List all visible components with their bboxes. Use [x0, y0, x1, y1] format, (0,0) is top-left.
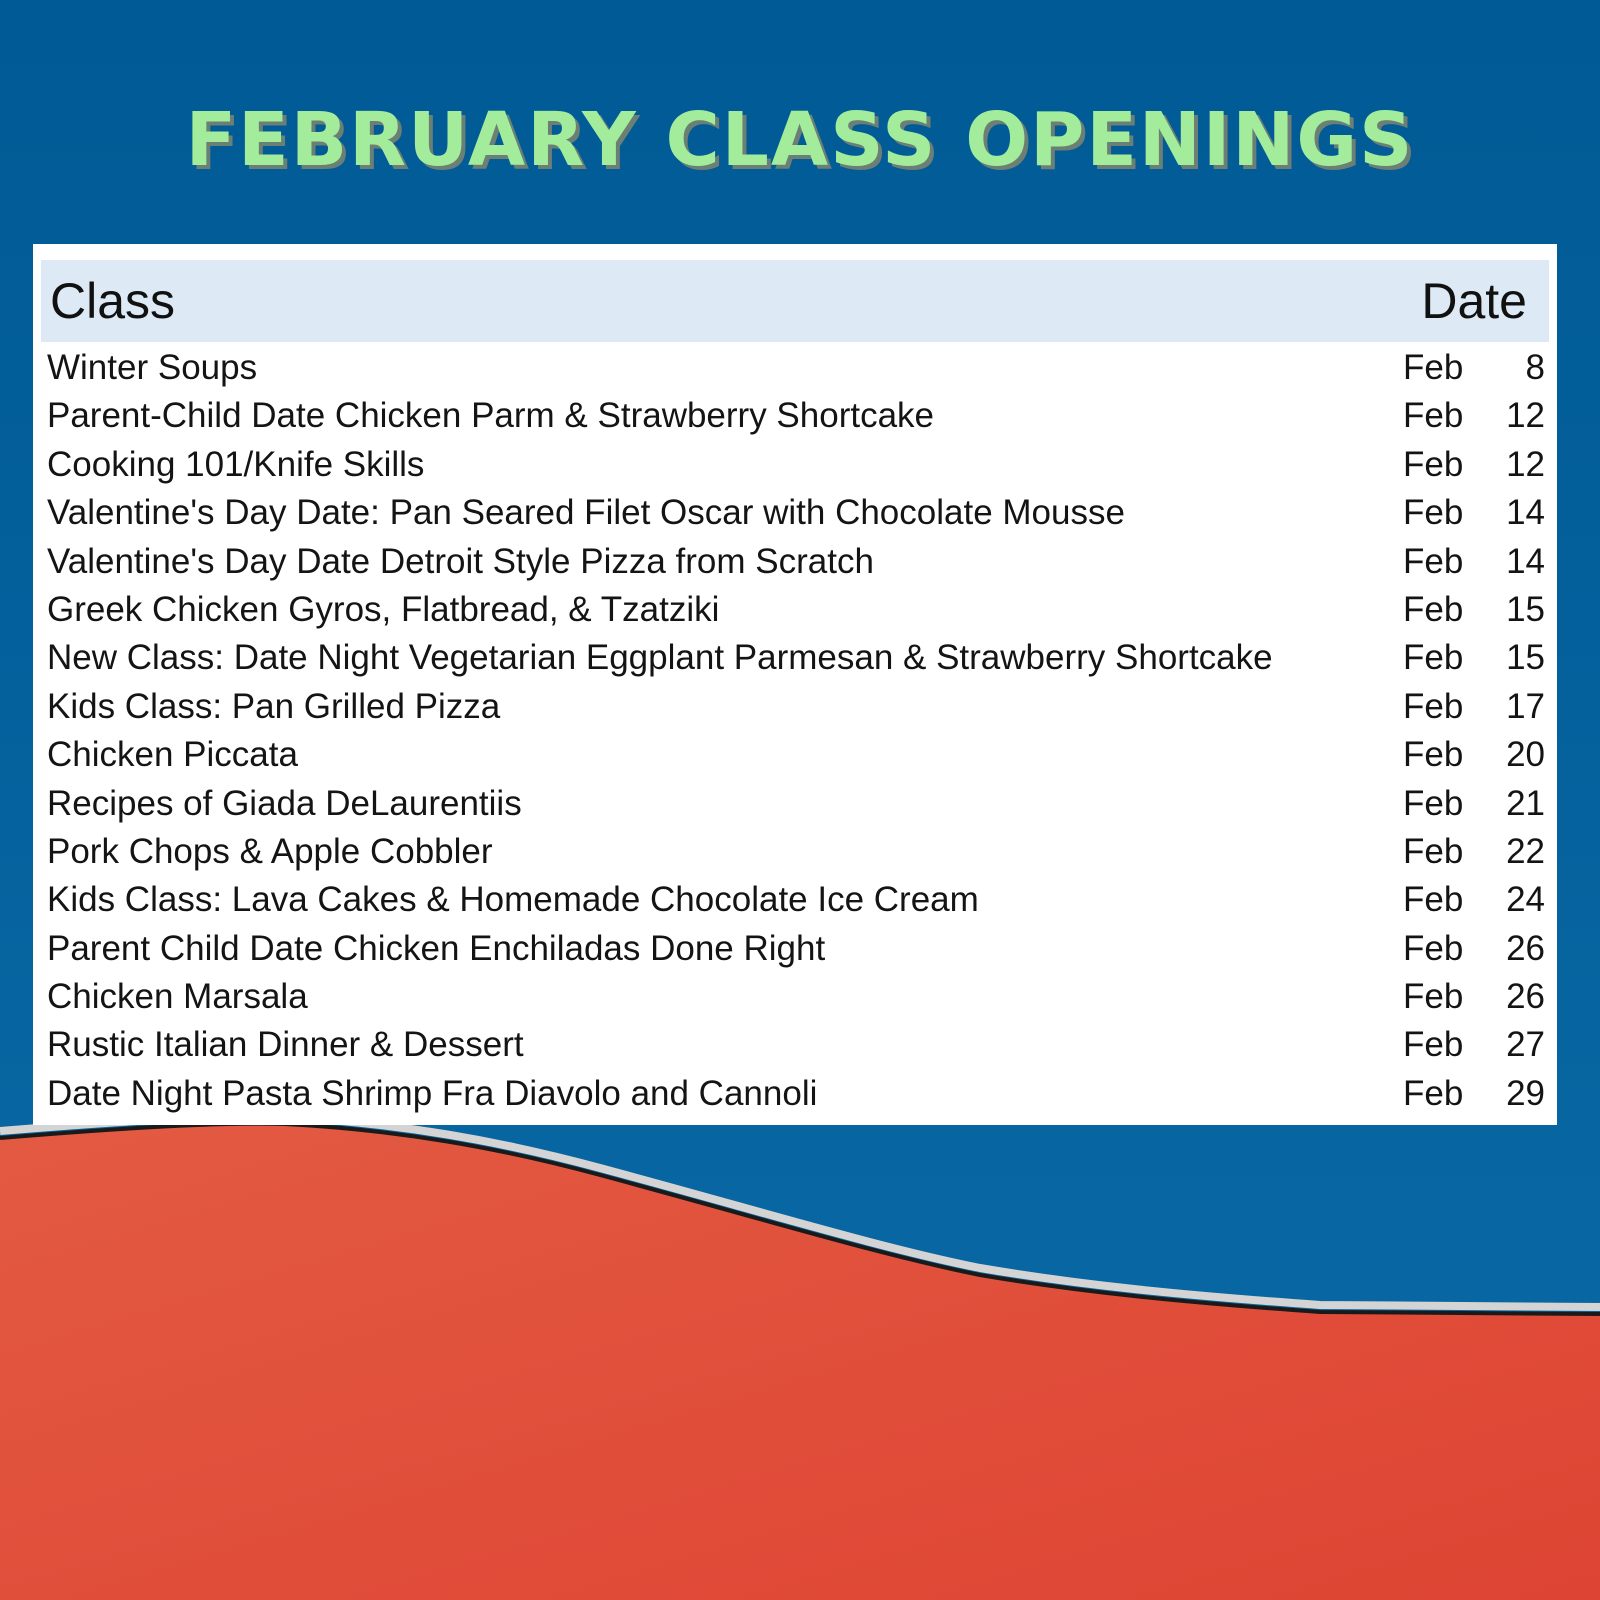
table-row [33, 683, 1557, 731]
class-name: Cooking 101/Knife Skills [47, 444, 425, 484]
class-name: Chicken Piccata [47, 735, 298, 775]
table-row [33, 489, 1557, 537]
table-row [33, 876, 1557, 924]
date-month: Feb [1403, 444, 1464, 484]
date-month: Feb [1403, 541, 1464, 581]
column-header-date: Date [1421, 273, 1527, 329]
table-row [33, 538, 1557, 586]
table-row [33, 1021, 1557, 1069]
date-month: Feb [1403, 686, 1464, 726]
table-row [33, 392, 1557, 440]
table-row [33, 828, 1557, 876]
date-day: 22 [1506, 831, 1545, 871]
date-day: 15 [1506, 589, 1545, 629]
date-month: Feb [1403, 1073, 1464, 1113]
class-name: Kids Class: Pan Grilled Pizza [47, 686, 501, 726]
date-day: 21 [1506, 783, 1545, 823]
table-row [33, 586, 1557, 634]
table-row [33, 925, 1557, 973]
date-month: Feb [1403, 1025, 1464, 1065]
date-month: Feb [1403, 493, 1464, 533]
class-name: Date Night Pasta Shrimp Fra Diavolo and Cannoli [47, 1073, 818, 1113]
class-name: New Class: Date Night Vegetarian Eggplant Parmesan & Strawberry Shortcake [47, 638, 1273, 678]
class-table [33, 244, 1557, 1125]
class-name: Recipes of Giada DeLaurentiis [47, 783, 522, 823]
date-month: Feb [1403, 977, 1464, 1017]
date-month: Feb [1403, 638, 1464, 678]
date-day: 26 [1506, 928, 1545, 968]
date-day: 20 [1506, 735, 1545, 775]
date-day: 14 [1506, 493, 1545, 533]
table-row [33, 441, 1557, 489]
date-day: 29 [1506, 1073, 1545, 1113]
table-row [33, 634, 1557, 682]
class-name: Parent Child Date Chicken Enchiladas Done Right [47, 928, 826, 968]
class-name: Winter Soups [47, 348, 258, 387]
table-row [33, 780, 1557, 828]
class-name: Greek Chicken Gyros, Flatbread, & Tzatziki [47, 589, 720, 629]
table-header [41, 260, 1549, 342]
class-name: Pork Chops & Apple Cobbler [47, 831, 493, 871]
date-month: Feb [1403, 783, 1464, 823]
table-row [33, 731, 1557, 779]
class-name: Chicken Marsala [47, 977, 308, 1017]
date-day: 14 [1506, 541, 1545, 581]
column-header-class: Class [50, 273, 176, 329]
table-row [33, 973, 1557, 1021]
date-month: Feb [1403, 928, 1464, 968]
date-day: 12 [1506, 396, 1545, 436]
date-month: Feb [1403, 831, 1464, 871]
date-month: Feb [1403, 348, 1464, 387]
table-row [33, 1070, 1557, 1118]
table-body [33, 344, 1557, 1118]
page-title: FEBRUARY CLASS OPENINGS [185, 97, 1415, 183]
date-month: Feb [1403, 735, 1464, 775]
date-day: 24 [1506, 880, 1545, 920]
date-month: Feb [1403, 396, 1464, 436]
date-day: 12 [1506, 444, 1545, 484]
date-month: Feb [1403, 589, 1464, 629]
date-day: 17 [1506, 686, 1545, 726]
date-day: 27 [1506, 1025, 1545, 1065]
date-day: 8 [1525, 348, 1545, 387]
class-name: Kids Class: Lava Cakes & Homemade Chocolate Ice Cream [47, 880, 979, 920]
date-day: 26 [1506, 977, 1545, 1017]
date-month: Feb [1403, 880, 1464, 920]
class-name: Valentine's Day Date Detroit Style Pizza from Scratch [47, 541, 874, 581]
class-name: Rustic Italian Dinner & Dessert [47, 1025, 524, 1065]
date-day: 15 [1506, 638, 1545, 678]
table-row [33, 344, 1557, 392]
class-name: Parent-Child Date Chicken Parm & Strawberry Shortcake [47, 396, 935, 436]
class-name: Valentine's Day Date: Pan Seared Filet Oscar with Chocolate Mousse [47, 493, 1125, 533]
